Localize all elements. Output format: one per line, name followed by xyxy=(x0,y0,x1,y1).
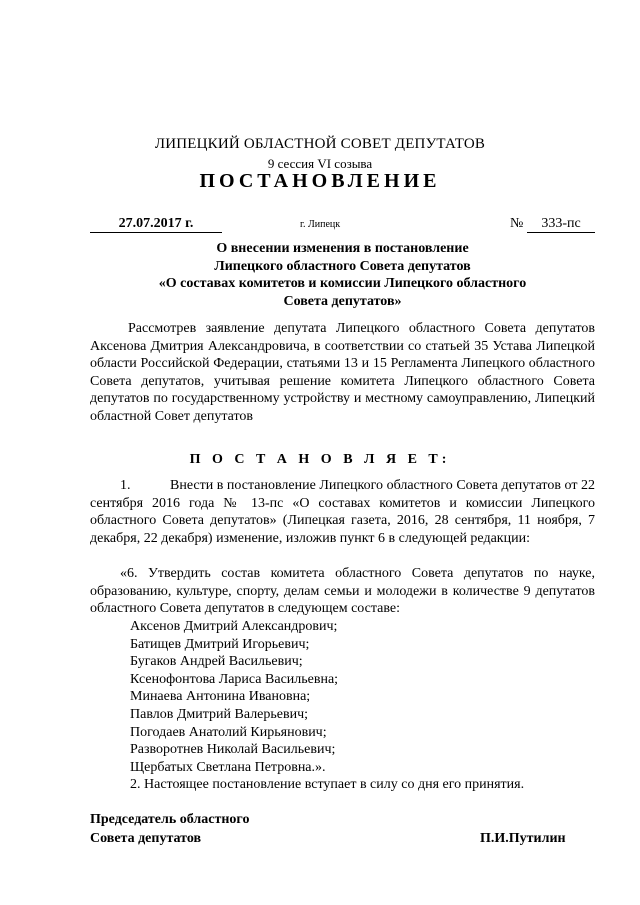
signatory-name: П.И.Путилин xyxy=(480,831,566,846)
quoted-clause-paragraph: «6. Утвердить состав комитета областного Совета депутатов по науке, образованию, культуре, спорту, делам семьи и молодежи в количестве 9 депутатов областного Совета депутатов в следующем составе: xyxy=(90,566,595,617)
list-item: Минаева Антонина Ивановна; xyxy=(130,689,311,705)
document-type-heading: ПОСТАНОВЛЕНИЕ xyxy=(199,170,441,192)
list-item: Щербатых Светлана Петровна.». xyxy=(130,759,326,775)
item-1-text: Внести в постановление Липецкого областного Совета депутатов от 22 сентября 2016 года № 13-пс «О составах комитетов и комиссии Липецкого областного Совета депутатов» (Липецкая газета, 2016, 28 сентября, 11 ноября, 7 декабря, 22 декабря) изменение, изложив пункт 6 в следующей редакции: xyxy=(90,478,595,546)
title-line: О внесении изменения в постановление xyxy=(216,241,469,256)
list-item: Разворотнев Николай Васильевич; xyxy=(130,742,336,758)
item-1-paragraph xyxy=(90,477,595,547)
title-line: Липецкого областного Совета депутатов xyxy=(214,258,471,274)
list-item: Погодаев Анатолий Кирьянович; xyxy=(130,724,327,740)
title-line: «О составах комитетов и комиссии Липецкого областного xyxy=(158,276,527,292)
item-2-paragraph: 2. Настоящее постановление вступает в силу со дня его принятия. xyxy=(130,777,525,792)
title-line: Совета депутатов» xyxy=(283,293,402,309)
document-number: 333-пс xyxy=(527,215,595,233)
document-title xyxy=(90,240,595,310)
list-item: Ксенофонтова Лариса Васильевна; xyxy=(130,671,339,687)
number-label: № xyxy=(510,216,524,231)
list-item: Батищев Дмитрий Игорьевич; xyxy=(130,636,310,652)
list-item: Аксенов Дмитрий Александрович; xyxy=(130,619,338,634)
session-line: 9 сессия VI созыва xyxy=(267,156,373,171)
committee-members-list xyxy=(130,618,590,776)
item-1-number: 1. xyxy=(120,478,131,493)
resolves-heading: П О С Т А Н О В Л Я Е Т: xyxy=(189,452,451,467)
position-line: Председатель областного xyxy=(90,812,250,827)
document-city: г. Липецк xyxy=(300,219,341,230)
preamble-paragraph: Рассмотрев заявление депутата Липецкого областного Совета депутатов Аксенова Дмитрия Александровича, в соответствии со статьей 35 Устава Липецкой области Российской Федерации, статьями 13 и 15 Регламента Липецкого областного Совета депутатов, учитывая решение комитета Липецкого областного Совета депутатов по государственному устройству и местному самоуправлению, Липецкий областной Совет депутатов xyxy=(90,321,595,424)
signatory-position xyxy=(90,810,249,848)
list-item: Павлов Дмитрий Валерьевич; xyxy=(130,706,309,722)
list-item: Бугаков Андрей Васильевич; xyxy=(130,654,303,670)
position-line: Совета депутатов xyxy=(90,831,202,846)
organization-name: ЛИПЕЦКИЙ ОБЛАСТНОЙ СОВЕТ ДЕПУТАТОВ xyxy=(154,136,486,152)
document-date: 27.07.2017 г. xyxy=(90,215,222,233)
